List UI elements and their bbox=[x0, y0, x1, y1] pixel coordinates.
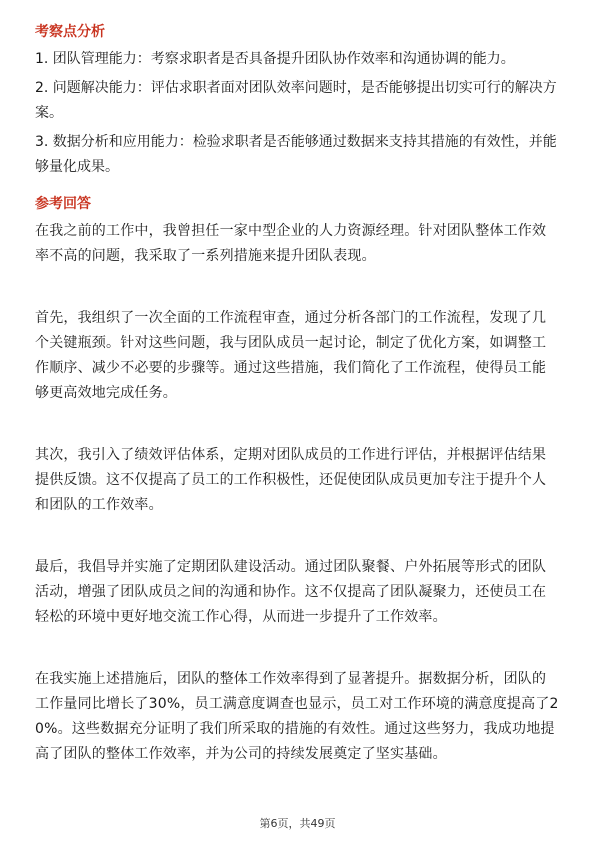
analysis-item: 3. 数据分析和应用能力：检验求职者是否能够通过数据来支持其措施的有效性，并能够量化成果。 bbox=[35, 134, 557, 175]
answer-paragraph: 首先，我组织了一次全面的工作流程审查，通过分析各部门的工作流程，发现了几个关键瓶颈。针对这些问题，我与团队成员一起讨论，制定了优化方案，如调整工作顺序、减少不必要的步骤等。通过这些措施，我们简化了工作流程，使得员工能够更高效地完成任务。 bbox=[35, 310, 547, 401]
answer-paragraph: 在我实施上述措施后，团队的整体工作效率得到了显著提升。据数据分析，团队的工作量同比增长了30%，员工满意度调查也显示，员工对工作环境的满意度提高了20%。这些数据充分证明了我们所采取的措施的有效性。通过这些努力，我成功地提高了团队的整体工作效率，并为公司的持续发展奠定了坚实基础。 bbox=[35, 671, 559, 762]
answer-paragraph: 最后，我倡导并实施了定期团队建设活动。通过团队聚餐、户外拓展等形式的团队活动，增强了团队成员之间的沟通和协作。这不仅提高了团队凝聚力，还使员工在轻松的环境中更好地交流工作心得，从而进一步提升了工作效率。 bbox=[35, 559, 547, 625]
page-content bbox=[35, 22, 560, 804]
answer-heading: 参考回答 bbox=[35, 196, 91, 212]
page-number: 第6页，共49页 bbox=[259, 817, 336, 830]
answer-paragraph: 在我之前的工作中，我曾担任一家中型企业的人力资源经理。针对团队整体工作效率不高的问题，我采取了一系列措施来提升团队表现。 bbox=[35, 223, 547, 264]
answer-paragraph: 其次，我引入了绩效评估体系，定期对团队成员的工作进行评估，并根据评估结果提供反馈。这不仅提高了员工的工作积极性，还促使团队成员更加专注于提升个人和团队的工作效率。 bbox=[35, 447, 547, 513]
analysis-heading: 考察点分析 bbox=[35, 24, 105, 40]
analysis-item: 1. 团队管理能力：考察求职者是否具备提升团队协作效率和沟通协调的能力。 bbox=[35, 51, 515, 67]
analysis-item: 2. 问题解决能力：评估求职者面对团队效率问题时，是否能够提出切实可行的解决方案。 bbox=[35, 80, 557, 121]
